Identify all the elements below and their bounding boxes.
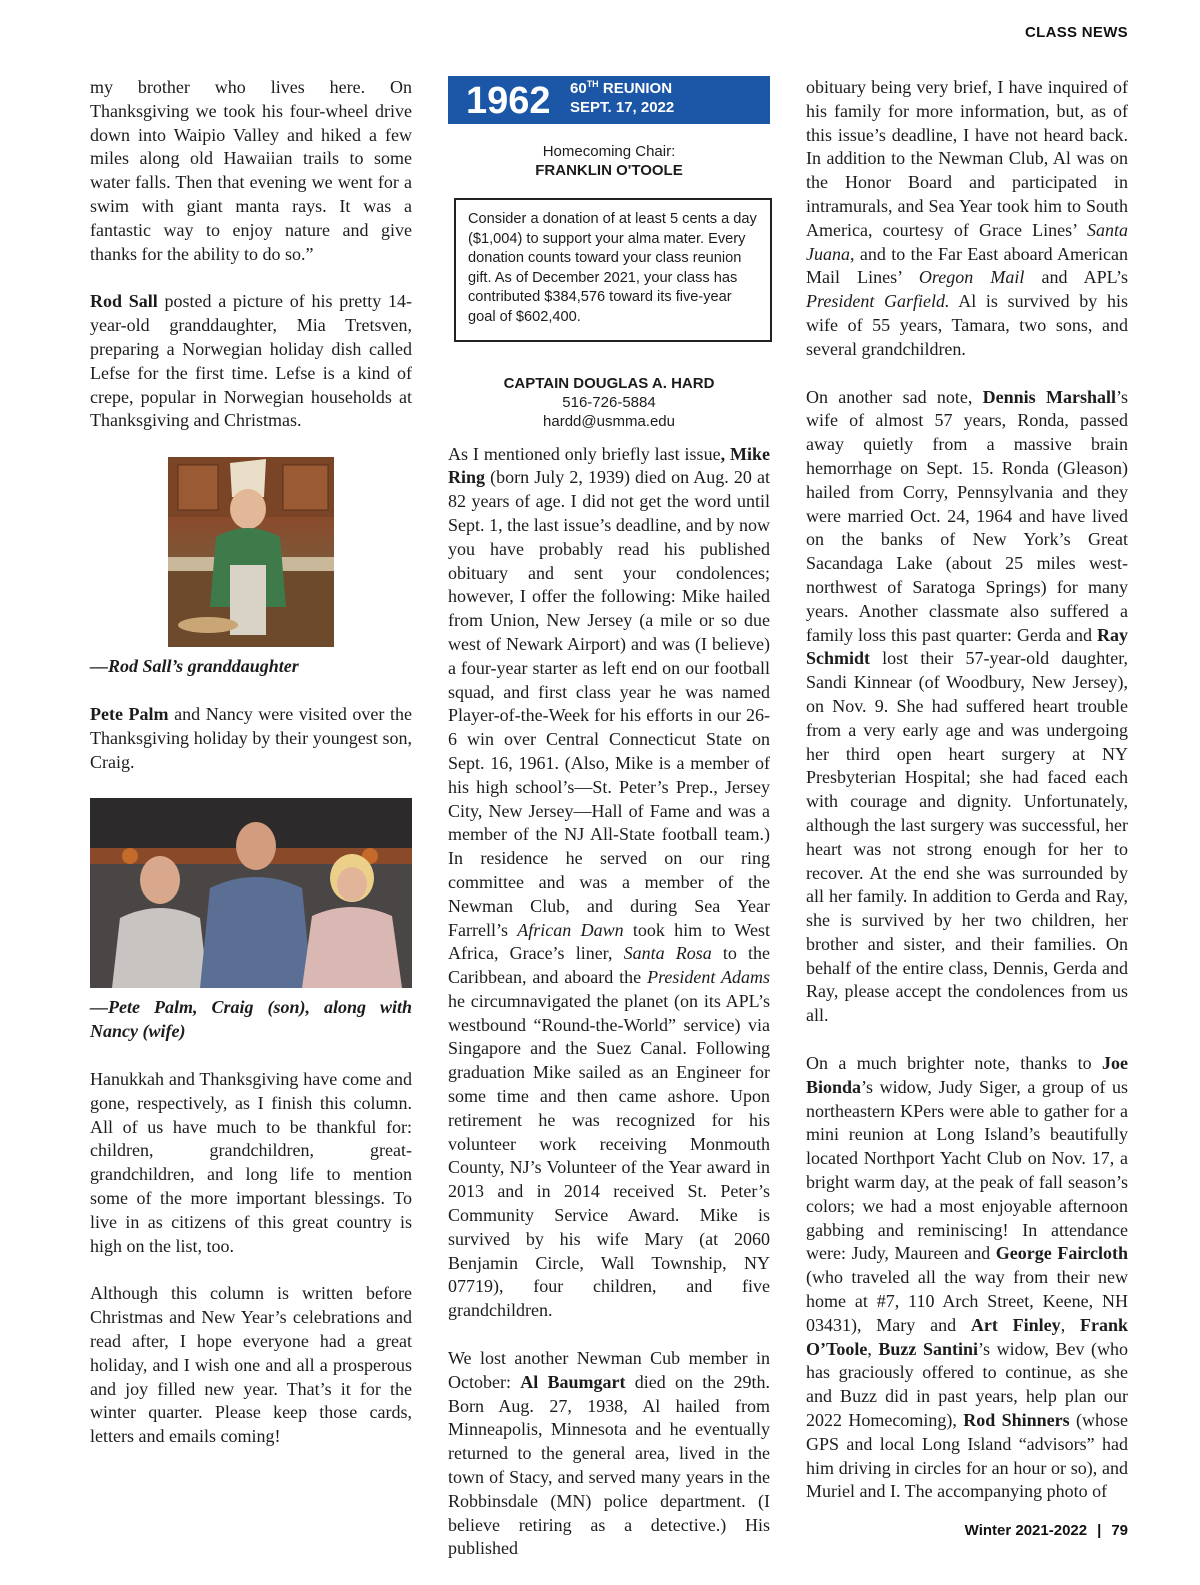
classmate-name: George Faircloth bbox=[995, 1243, 1129, 1264]
paragraph: Pete Palm and Nancy were visited over the Thanksgiving holiday by their youngest son, Craig. bbox=[90, 703, 412, 772]
section-label: CLASS NEWS bbox=[1024, 24, 1128, 41]
classmate-name: Frank O’Toole bbox=[806, 1314, 1129, 1359]
photo-caption: —Rod Sall’s granddaughter bbox=[90, 656, 299, 677]
paragraph: my brother who lives here. On Thanksgiving we took his four-wheel drive down into Waipio Valley and hiked a few miles along old Hawaiian trails to some water falls. Then that evening we went for a swim with giant manta rays. It was a fantastic way to enjoy nature and give thanks for the ability to do so.” bbox=[90, 77, 412, 264]
reunion-label: 60TH REUNION bbox=[570, 79, 673, 97]
granddaughter-photo bbox=[168, 457, 334, 647]
ship-name: African Dawn bbox=[517, 919, 624, 940]
ship-name: Oregon Mail bbox=[918, 267, 1025, 288]
ship-name: President Adams bbox=[647, 967, 771, 988]
classmate-name: Al Baumgart bbox=[520, 1371, 626, 1392]
homecoming-label: Homecoming Chair: bbox=[542, 143, 676, 160]
class-year: 1962 bbox=[466, 80, 551, 122]
paragraph: Although this column is written before Christmas and New Year’s celebrations and read after, I hope everyone had a great holiday, and I wish one and all a prosperous and joy filled new year. That’s it for the winter quarter. Please keep those cards, letters and emails coming! bbox=[90, 1283, 412, 1447]
paragraph: As I mentioned only briefly last issue, Mike Ring (born July 2, 1939) died on Aug. 20 at 82 years of age. I did not get the word until Sept. 1, the last issue’s deadline, and by now you have probably read his published obituary and sent your condolences; however, I offer the following: Mike hailed from Union, New Jersey (a mile or so due west of Newark Airport) and was (I believe) a four-year starter as left end on our football squad, and first class year he was named Player-of-the-Week for his efforts in our 26-6 win over Central Connecticut State on Sept. 16, 1961. (Also, Mike is a member of his high school’s—St. Peter’s Prep., Jersey City, New Jersey—Hall of Fame and was a member of the NJ All-State football team.) In residence he served on our ring committee and was a member of the Newman Club, and during Sea Year Farrell’s African Dawn took him to West Africa, Grace’s liner, Santa Rosa to the Caribbean, and aboard the President Adams he circumnavigated the planet (on its APL’s westbound “Round-the-World” service) via Singapore and the Suez Canal. Following graduation Mike sailed as an Engineer for some time and then came ashore. Upon retirement he was recognized for his volunteer work receiving Monmouth County, NJ’s Volunteer of the Year award in 2013 and in 2014 received St. Peter’s Community Service Award. Mike is survived by his wife Mary (at 2060 Benjamin Circle, Wall Township, NY 07719), four children, and five grandchildren. bbox=[448, 443, 771, 1321]
paragraph: We lost another Newman Cub member in October: Al Baumgart died on the 29th. Born Aug. 27, 1938, Al hailed from Minneapolis, Minnesota and he eventually returned to the general area, lived in the town of Stacy, and served many years in the Robbinsdale (MN) police department. (I believe retiring as a detective.) His published bbox=[448, 1348, 770, 1559]
classmate-name: Ray Schmidt bbox=[806, 624, 1128, 669]
footer-separator: | bbox=[1097, 1522, 1102, 1539]
classmate-name: , Mike Ring bbox=[448, 443, 770, 488]
ship-name: Santa Rosa bbox=[623, 943, 712, 964]
classmate-name: Joe Bionda bbox=[806, 1053, 1128, 1097]
paragraph: Rod Sall posted a picture of his pretty 14-year-old granddaughter, Mia Tretsven, preparing a Norwegian holiday dish called Lefse for the first time. Lefse is a kind of crepe, popular in Norwegian households at Thanksgiving and Christmas. bbox=[90, 291, 412, 431]
family-photo bbox=[90, 798, 412, 988]
page-footer bbox=[965, 1522, 1128, 1539]
class-year-banner bbox=[448, 76, 770, 124]
classmate-name: Dennis Marshall bbox=[982, 386, 1116, 407]
issue-label: Winter 2021-2022 bbox=[964, 1522, 1088, 1539]
donation-box: Consider a donation of at least 5 cents a day ($1,004) to support your alma mater. Every donation counts toward your class reunion gift. As of December 2021, your class has contributed $384,576 toward its five-year goal of $602,400. bbox=[454, 198, 772, 342]
class-secretary-email[interactable]: hardd@usmma.edu bbox=[543, 412, 675, 430]
paragraph: obituary being very brief, I have inquired of his family for more information, but, as of this issue’s deadline, I have not heard back. In addition to the Newman Club, Al was on the Honor Board and participated in intramurals, and Sea Year took him to South America, courtesy of Grace Lines’ Santa Juana, and to the Far East aboard American Mail Lines’ Oregon Mail and APL’s President Garfield. Al is survived by his wife of 55 years, Tamara, two sons, and several grandchildren. bbox=[806, 77, 1128, 359]
paragraph: Hanukkah and Thanksgiving have come and gone, respectively, as I finish this column. All of us have much to be thankful for: children, grandchildren, great-grandchildren, and long life to mention some of the more important blessings. To live in as citizens of this great country is high on the list, too. bbox=[90, 1068, 412, 1256]
page-number: 79 bbox=[1111, 1522, 1128, 1539]
photo-illustration bbox=[168, 457, 334, 647]
classmate-name: Rod Sall bbox=[90, 291, 158, 312]
photo-illustration bbox=[90, 798, 412, 988]
classmate-name: Art Finley bbox=[970, 1314, 1061, 1335]
class-secretary-phone: 516-726-5884 bbox=[562, 393, 656, 411]
column-middle bbox=[448, 76, 770, 1585]
column-right bbox=[806, 76, 1128, 1528]
ship-name: President Garfield. bbox=[806, 291, 950, 312]
class-secretary-name: CAPTAIN DOUGLAS A. HARD bbox=[503, 374, 715, 392]
column-left bbox=[90, 76, 412, 1473]
classmate-name: Pete Palm bbox=[90, 703, 169, 724]
reunion-date: SEPT. 17, 2022 bbox=[570, 99, 675, 116]
ship-name: Santa Juana bbox=[806, 219, 1128, 264]
classmate-name: Rod Shinners bbox=[963, 1410, 1070, 1431]
photo-caption: —Pete Palm, Craig (son), along with Nancy (wife) bbox=[90, 997, 412, 1042]
paragraph: On a much brighter note, thanks to Joe Bionda’s widow, Judy Siger, a group of us northeastern KPers were able to gather for a mini reunion at Long Island’s beautifully located Northport Yacht Club on Nov. 17, a bright warm day, at the peak of fall season’s colors; we had a most enjoyable afternoon gabbing and reminiscing! In attendance were: Judy, Maureen and George Faircloth (who traveled all the way from their new home at #7, 110 Arch Street, Keene, NH 03431), Mary and Art Finley, Frank O’Toole, Buzz Santini’s widow, Bev (who has graciously offered to continue, as she and Buzz did in past years, help plan our 2022 Homecoming), Rod Shinners (whose GPS and local Long Island “advisors” had him driving in circles for an hour or so), and Muriel and I. The accompanying photo of bbox=[806, 1053, 1129, 1502]
homecoming-chair: FRANKLIN O'TOOLE bbox=[535, 162, 683, 179]
classmate-name: Buzz Santini bbox=[878, 1338, 978, 1359]
paragraph: On another sad note, Dennis Marshall’s wife of almost 57 years, Ronda, passed away quietly from a massive brain hemorrhage on Sept. 15. Ronda (Gleason) hailed from Corry, Pennsylvania and they were married Oct. 24, 1964 and have lived on the banks of New York’s Great Sacandaga Lake (about 25 miles west-northwest of Saratoga Springs) for many years. Another classmate also suffered a family loss this past quarter: Gerda and Ray Schmidt lost their 57-year-old daughter, Sandi Kinnear (of Woodbury, New Jersey), on Nov. 9. She had suffered heart trouble from a very early age and was undergoing her third open heart surgery at NY Presbyterian Hospital; she had faced each with courage and dignity. Unfortunately, although the last surgery was successful, her heart was not strong enough for her to recover. At the end she was surrounded by all her family. In addition to Gerda and Ray, she is survived by her two children, her brother and sister, and their families. On behalf of the entire class, Dennis, Gerda and Ray, please accept the condolences from us all. bbox=[806, 386, 1128, 1026]
